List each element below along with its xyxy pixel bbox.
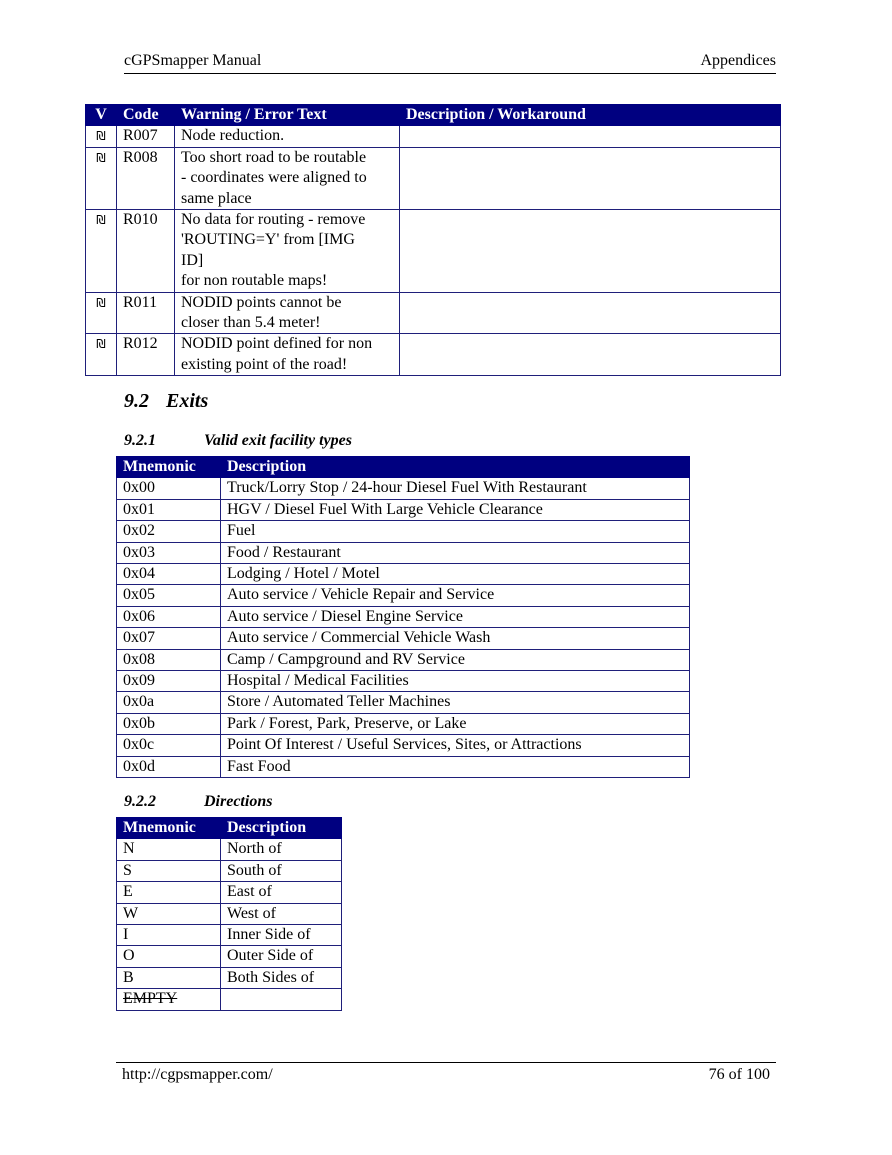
table-row xyxy=(86,126,781,147)
mnemonic-cell: 0x07 xyxy=(117,628,221,649)
mnemonic-cell: O xyxy=(117,946,221,967)
col-description: Description xyxy=(221,818,342,839)
description-workaround xyxy=(400,334,781,376)
error-code: R012 xyxy=(117,334,175,376)
description-cell: Both Sides of xyxy=(221,967,342,988)
warning-text-line: same place xyxy=(181,189,252,207)
col-code: Code xyxy=(117,105,175,126)
mnemonic-cell: 0x09 xyxy=(117,671,221,692)
table-row xyxy=(86,334,781,376)
warning-text-line: NODID point defined for non xyxy=(181,335,373,353)
description-cell: Food / Restaurant xyxy=(221,542,690,563)
warning-text-line: - coordinates were aligned to xyxy=(181,169,367,187)
description-cell: Store / Automated Teller Machines xyxy=(221,692,690,713)
mnemonic-cell: I xyxy=(117,925,221,946)
header-title: cGPSmapper Manual xyxy=(124,52,262,69)
description-cell: Auto service / Vehicle Repair and Service xyxy=(221,585,690,606)
warning-text-line: No data for routing - remove xyxy=(181,211,366,229)
warning-text-line: Too short road to be routable xyxy=(181,148,367,166)
table-row xyxy=(117,756,690,777)
description-workaround xyxy=(400,126,781,147)
table-row xyxy=(117,542,690,563)
error-code: R008 xyxy=(117,147,175,209)
table-row xyxy=(117,478,690,499)
warning-text xyxy=(175,126,400,147)
v-symbol-icon: ₪ xyxy=(86,126,117,147)
directions-table xyxy=(116,817,342,1011)
table-row xyxy=(117,925,342,946)
col-warning-text: Warning / Error Text xyxy=(175,105,400,126)
error-code: R011 xyxy=(117,292,175,334)
table-row xyxy=(117,735,690,756)
mnemonic-cell: 0x00 xyxy=(117,478,221,499)
mnemonic-cell: EMPTY xyxy=(117,989,221,1010)
page-number: 76 of 100 xyxy=(708,1066,770,1083)
description-cell: Inner Side of xyxy=(221,925,342,946)
table-row xyxy=(117,628,690,649)
table-row xyxy=(86,210,781,293)
error-code: R010 xyxy=(117,210,175,293)
page-footer xyxy=(116,1062,776,1083)
description-cell: Point Of Interest / Useful Services, Sites, or Attractions xyxy=(221,735,690,756)
table-row xyxy=(117,649,690,670)
col-description: Description / Workaround xyxy=(400,105,781,126)
v-symbol-icon: ₪ xyxy=(86,334,117,376)
v-symbol-icon: ₪ xyxy=(86,210,117,293)
description-cell: Lodging / Hotel / Motel xyxy=(221,564,690,585)
v-symbol-icon: ₪ xyxy=(86,147,117,209)
warning-text-line: existing point of the road! xyxy=(181,355,348,373)
mnemonic-cell: N xyxy=(117,839,221,860)
page-header xyxy=(124,52,776,74)
exit-table-header xyxy=(117,457,690,478)
description-cell: Park / Forest, Park, Preserve, or Lake xyxy=(221,713,690,734)
table-row xyxy=(117,564,690,585)
mnemonic-cell: 0x06 xyxy=(117,606,221,627)
section-heading-directions: 9.2.2 Directions xyxy=(124,793,273,810)
mnemonic-cell: 0x05 xyxy=(117,585,221,606)
description-cell: HGV / Diesel Fuel With Large Vehicle Clearance xyxy=(221,499,690,520)
footer-url: http://cgpsmapper.com/ xyxy=(122,1066,273,1083)
mnemonic-cell: 0x02 xyxy=(117,521,221,542)
mnemonic-cell: 0x0d xyxy=(117,756,221,777)
table-row xyxy=(117,839,342,860)
header-section: Appendices xyxy=(700,52,776,69)
table-row xyxy=(117,946,342,967)
table-row xyxy=(117,585,690,606)
error-code: R007 xyxy=(117,126,175,147)
mnemonic-cell: E xyxy=(117,882,221,903)
warning-text xyxy=(175,210,400,293)
mnemonic-cell: S xyxy=(117,860,221,881)
table-row xyxy=(86,147,781,209)
description-cell: Truck/Lorry Stop / 24-hour Diesel Fuel With Restaurant xyxy=(221,478,690,499)
mnemonic-cell: 0x01 xyxy=(117,499,221,520)
table-row xyxy=(117,606,690,627)
warning-text-line: for non routable maps! xyxy=(181,272,328,290)
mnemonic-cell: 0x0a xyxy=(117,692,221,713)
description-workaround xyxy=(400,292,781,334)
warning-text-line: closer than 5.4 meter! xyxy=(181,314,321,332)
description-cell: Camp / Campground and RV Service xyxy=(221,649,690,670)
section-heading-exits: 9.2 Exits xyxy=(124,390,209,412)
table-row xyxy=(117,882,342,903)
description-cell: West of xyxy=(221,903,342,924)
table-row xyxy=(117,521,690,542)
warning-text-line: 'ROUTING=Y' from [IMG xyxy=(181,231,355,249)
section-heading-exit-facility-types: 9.2.1 Valid exit facility types xyxy=(124,432,352,449)
warning-text-line: ID] xyxy=(181,251,204,269)
col-v: V xyxy=(86,105,117,126)
description-cell: Auto service / Commercial Vehicle Wash xyxy=(221,628,690,649)
mnemonic-cell: W xyxy=(117,903,221,924)
exit-facility-table xyxy=(116,456,690,778)
table-row xyxy=(117,692,690,713)
warning-text xyxy=(175,292,400,334)
description-cell: East of xyxy=(221,882,342,903)
warning-text-line: NODID points cannot be xyxy=(181,293,342,311)
col-mnemonic: Mnemonic xyxy=(117,818,221,839)
description-workaround xyxy=(400,147,781,209)
description-cell: South of xyxy=(221,860,342,881)
table-row xyxy=(117,713,690,734)
mnemonic-cell: 0x0c xyxy=(117,735,221,756)
description-cell: Auto service / Diesel Engine Service xyxy=(221,606,690,627)
table-row xyxy=(117,671,690,692)
error-table-header xyxy=(86,105,781,126)
description-workaround xyxy=(400,210,781,293)
col-mnemonic: Mnemonic xyxy=(117,457,221,478)
mnemonic-cell: 0x08 xyxy=(117,649,221,670)
mnemonic-cell: 0x03 xyxy=(117,542,221,563)
description-cell: Fuel xyxy=(221,521,690,542)
table-row xyxy=(117,860,342,881)
table-row xyxy=(117,499,690,520)
description-cell: Fast Food xyxy=(221,756,690,777)
v-symbol-icon: ₪ xyxy=(86,292,117,334)
description-cell: Outer Side of xyxy=(221,946,342,967)
description-cell: North of xyxy=(221,839,342,860)
table-row xyxy=(86,292,781,334)
warning-text xyxy=(175,334,400,376)
warning-text-line: Node reduction. xyxy=(181,127,285,145)
description-cell: Hospital / Medical Facilities xyxy=(221,671,690,692)
table-row xyxy=(117,967,342,988)
warning-text xyxy=(175,147,400,209)
table-row xyxy=(117,989,342,1010)
table-row xyxy=(117,903,342,924)
directions-table-header xyxy=(117,818,342,839)
mnemonic-cell: B xyxy=(117,967,221,988)
mnemonic-cell: 0x0b xyxy=(117,713,221,734)
col-description: Description xyxy=(221,457,690,478)
error-table xyxy=(85,104,781,376)
description-cell xyxy=(221,989,342,1010)
mnemonic-cell: 0x04 xyxy=(117,564,221,585)
